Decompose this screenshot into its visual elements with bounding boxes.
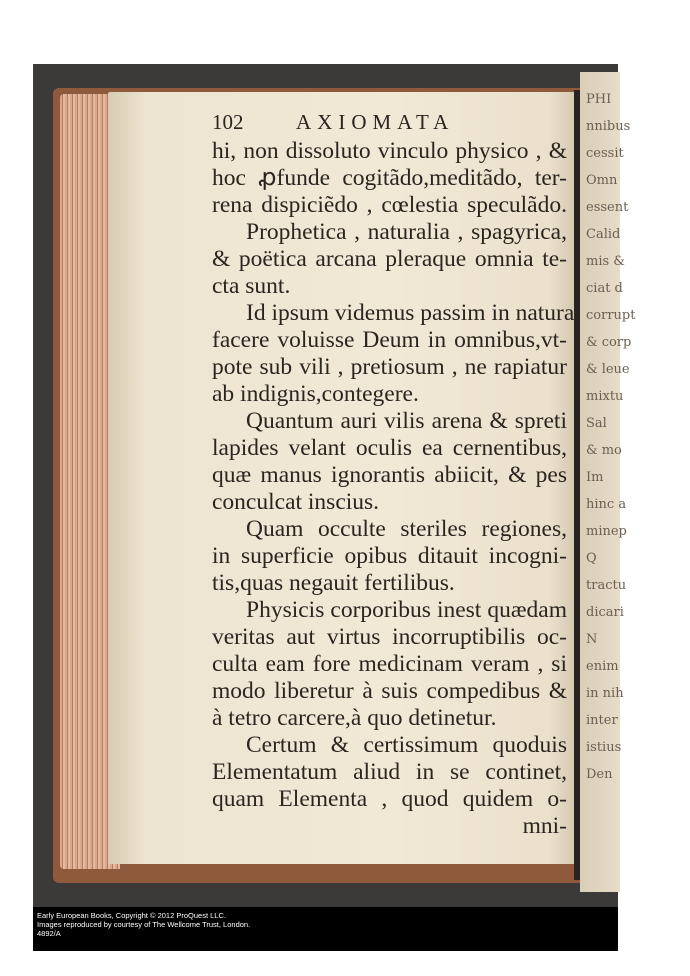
facing-page	[580, 72, 636, 892]
footer-shelfmark: 4892/A	[37, 929, 61, 938]
text-line: Physicis corporibus inest quædam	[246, 597, 567, 623]
text-line: à tetro carcere,à quo detinetur.	[212, 705, 497, 731]
facing-page-line: nnibus	[586, 119, 631, 134]
text-line: Quam occulte steriles regiones,	[246, 516, 567, 542]
facing-page-line: hinc a	[586, 497, 627, 512]
text-line: veritas aut virtus incorruptibilis oc-	[212, 624, 567, 650]
text-line: rena dispiciẽdo , cœlestia speculãdo.	[212, 192, 567, 218]
facing-page-line: in nih	[586, 686, 624, 701]
facing-page-line: dicari	[586, 605, 624, 620]
facing-page-line: tractu	[586, 578, 627, 593]
text-line: hi, non dissoluto vinculo physico , &	[212, 138, 567, 164]
text-line: Certum & certissimum quoduis	[246, 732, 567, 758]
facing-page-line: enim	[586, 659, 619, 674]
text-line: & poëtica arcana pleraque omnia te-	[212, 246, 567, 272]
facing-page-line: corrupt	[586, 308, 636, 323]
text-line: Quantum auri vilis arena & spreti	[246, 408, 567, 434]
facing-page-line: Omn	[586, 173, 618, 188]
footer-copyright: Early European Books, Copyright © 2012 ProQuest LLC.	[37, 911, 226, 920]
text-line: ab indignis,contegere.	[212, 381, 419, 407]
catchword: mni-	[522, 813, 567, 839]
footer-courtesy: Images reproduced by courtesy of The Wellcome Trust, London.	[37, 920, 251, 929]
facing-page-line: & leue	[586, 362, 630, 377]
facing-page-line: mis &	[586, 254, 625, 269]
facing-page-line: mixtu	[586, 389, 624, 404]
text-line: cta sunt.	[212, 273, 291, 299]
text-line: hoc ꝓfunde cogitãdo,meditãdo, ter-	[212, 165, 567, 191]
facing-page-line: istius	[586, 740, 622, 755]
text-line: in superficie opibus ditauit incogni-	[212, 543, 567, 569]
text-line: quam Elementa , quod quidem o-	[212, 786, 567, 812]
facing-page-line: & mo	[586, 443, 622, 458]
text-line: pote sub vili , pretiosum , ne rapiatur	[212, 354, 567, 380]
facing-page-line: Den	[586, 767, 613, 782]
page-number: 102	[212, 110, 244, 134]
facing-page-line: & corp	[586, 335, 632, 350]
running-head: AXIOMATA	[296, 110, 455, 134]
facing-page-line: inter	[586, 713, 618, 728]
text-line: Id ipsum videmus passim in natura	[246, 300, 575, 326]
text-line: tis,quas negauit fertilibus.	[212, 570, 455, 596]
footer-bar	[33, 907, 618, 951]
text-line: lapides velant oculis ea cernentibus,	[212, 435, 567, 461]
facing-page-line: essent	[586, 200, 629, 215]
text-line: quæ manus ignorantis abiicit, & pes	[212, 462, 567, 488]
facing-page-line: cessit	[586, 146, 624, 161]
facing-page-line: PHI	[586, 92, 612, 107]
text-line: Prophetica , naturalia , spagyrica,	[246, 219, 567, 245]
text-line: facere voluisse Deum in omnibus,vt-	[212, 327, 567, 353]
facing-page-line: N	[586, 632, 598, 647]
text-line: modo liberetur à suis compedibus &	[212, 678, 567, 704]
facing-page-line: Sal	[586, 416, 607, 431]
page-text	[212, 110, 575, 840]
facing-page-line: minep	[586, 524, 627, 539]
text-body	[212, 138, 575, 813]
text-line: conculcat inscius.	[212, 489, 380, 515]
facing-page-line: Im	[586, 470, 604, 485]
facing-page-line: ciat d	[586, 281, 623, 296]
facing-page-line: Q	[586, 551, 597, 566]
page-header	[212, 110, 567, 138]
text-line: Elementatum aliud in se continet,	[212, 759, 567, 785]
facing-page-line: Calid	[586, 227, 621, 242]
text-line: culta eam fore medicinam veram , si	[212, 651, 567, 677]
